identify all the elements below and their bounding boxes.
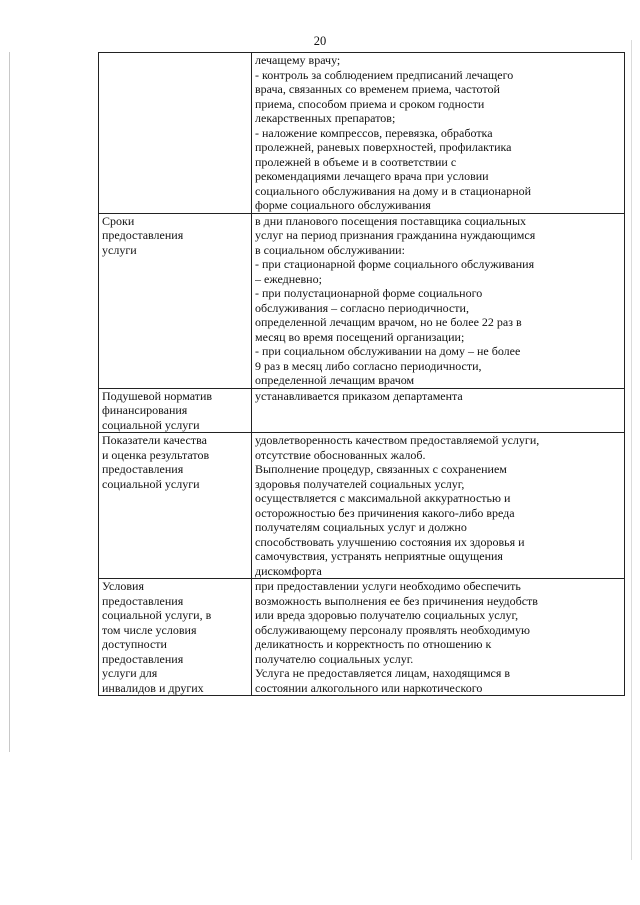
content-line: – ежедневно; <box>255 271 322 286</box>
label-line: том числе условия <box>102 622 197 637</box>
content-line: осторожностью без причинения какого-либо вреда <box>255 505 515 520</box>
label-line: Условия <box>102 579 144 593</box>
row-content-cell <box>252 433 625 579</box>
scan-edge-right <box>631 40 632 860</box>
content-line: - наложение компрессов, перевязка, обработка <box>255 125 493 140</box>
content-line: месяц во время посещений организации; <box>255 329 465 344</box>
content-line: социального обслуживания на дому и в стационарной <box>255 183 532 198</box>
label-line: и оценка результатов <box>102 447 210 462</box>
content-line: Выполнение процедур, связанных с сохранением <box>255 462 507 476</box>
scan-edge-left <box>9 52 10 752</box>
content-line: в социальном обслуживании: <box>255 242 405 257</box>
content-line: обслуживающему персоналу проявлять необходимую <box>255 622 530 637</box>
content-line: способствовать улучшению состояния их здоровья и <box>255 534 525 549</box>
table-row-quality-indicators <box>99 433 625 579</box>
label-line: Сроки <box>102 213 135 228</box>
content-line: лекарственных препаратов; <box>255 111 396 125</box>
label-line: социальной услуги <box>102 476 200 491</box>
content-line: деликатность и корректность по отношению к <box>255 637 492 651</box>
content-line: обслуживания – согласно периодичности, <box>255 300 469 315</box>
label-line: инвалидов и других <box>102 680 204 695</box>
content-line: врача, связанных со временем приема, частотой <box>255 82 500 96</box>
content-line: состоянии алкогольного или наркотического <box>255 680 483 695</box>
label-line: услуги <box>102 242 137 257</box>
row-content-cell <box>252 579 625 696</box>
content-line: получателю социальных услуг. <box>255 651 414 666</box>
label-line: предоставления <box>102 462 184 476</box>
content-line: пролежней, раневых поверхностей, профилактика <box>255 140 512 154</box>
content-line: устанавливается приказом департамента <box>255 388 463 403</box>
row-label-cell <box>99 213 252 388</box>
label-line: предоставления <box>102 593 184 608</box>
label-line: социальной услуги <box>102 417 200 432</box>
content-line: рекомендациями лечащего врача при условии <box>255 169 489 183</box>
label-line: предоставления <box>102 651 184 666</box>
content-line: форме социального обслуживания <box>255 198 431 212</box>
row-content-cell <box>252 213 625 388</box>
table-row-service-terms <box>99 213 625 388</box>
label-line: доступности <box>102 637 167 651</box>
content-line: отсутствие обоснованных жалоб. <box>255 447 426 462</box>
content-line: - при стационарной форме социального обслуживания <box>255 257 535 271</box>
row-label-cell <box>99 433 252 579</box>
content-line: определенной лечащим врачом, но не более 22 раз в <box>255 315 522 329</box>
content-line: Услуга не предоставляется лицам, находящимся в <box>255 666 511 680</box>
label-line: услуги для <box>102 666 158 680</box>
content-line: лечащему врачу; <box>255 53 341 67</box>
content-line: приема, способом приема и сроком годности <box>255 96 485 111</box>
content-line: получателям социальных услуг и должно <box>255 520 467 534</box>
content-line: возможность выполнения ее без причинения неудобств <box>255 593 538 608</box>
content-line: самочувствия, устранять неприятные ощущения <box>255 549 503 563</box>
content-line: 9 раз в месяц либо согласно периодичности, <box>255 358 482 373</box>
label-line: социальной услуги, в <box>102 608 212 622</box>
row-label-cell <box>99 53 252 214</box>
content-line: услуг на период признания гражданина нуждающимся <box>255 228 536 242</box>
content-line: или вреда здоровью получателю социальных услуг, <box>255 608 519 622</box>
content-line: удовлетворенность качеством предоставляемой услуги, <box>255 433 540 447</box>
content-line: определенной лечащим врачом <box>255 373 415 387</box>
label-line: Показатели качества <box>102 433 207 447</box>
content-line: при предоставлении услуги необходимо обеспечить <box>255 579 521 593</box>
page-number: 20 <box>313 34 327 48</box>
content-line: здоровья получателей социальных услуг, <box>255 476 465 491</box>
label-line: финансирования <box>102 403 188 417</box>
row-content-cell <box>252 53 625 214</box>
content-line: в дни планового посещения поставщика социальных <box>255 213 527 228</box>
label-line: Подушевой норматив <box>102 388 213 403</box>
row-label-cell <box>99 579 252 696</box>
row-label-cell <box>99 388 252 433</box>
content-line: - контроль за соблюдением предписаний лечащего <box>255 67 514 82</box>
table-row-financing-norm <box>99 388 625 433</box>
content-line: - при полустационарной форме социального <box>255 286 483 300</box>
content-line: пролежней в объеме и в соответствии с <box>255 154 457 169</box>
row-content-cell <box>252 388 625 433</box>
content-line: дискомфорта <box>255 563 322 578</box>
content-line: осуществляется с максимальной аккуратностью и <box>255 491 511 505</box>
table-row-service-conditions <box>99 579 625 696</box>
table-row-procedures-continued <box>99 53 625 214</box>
content-line: - при социальном обслуживании на дому – не более <box>255 344 521 358</box>
services-table <box>98 52 625 696</box>
label-line: предоставления <box>102 228 184 242</box>
